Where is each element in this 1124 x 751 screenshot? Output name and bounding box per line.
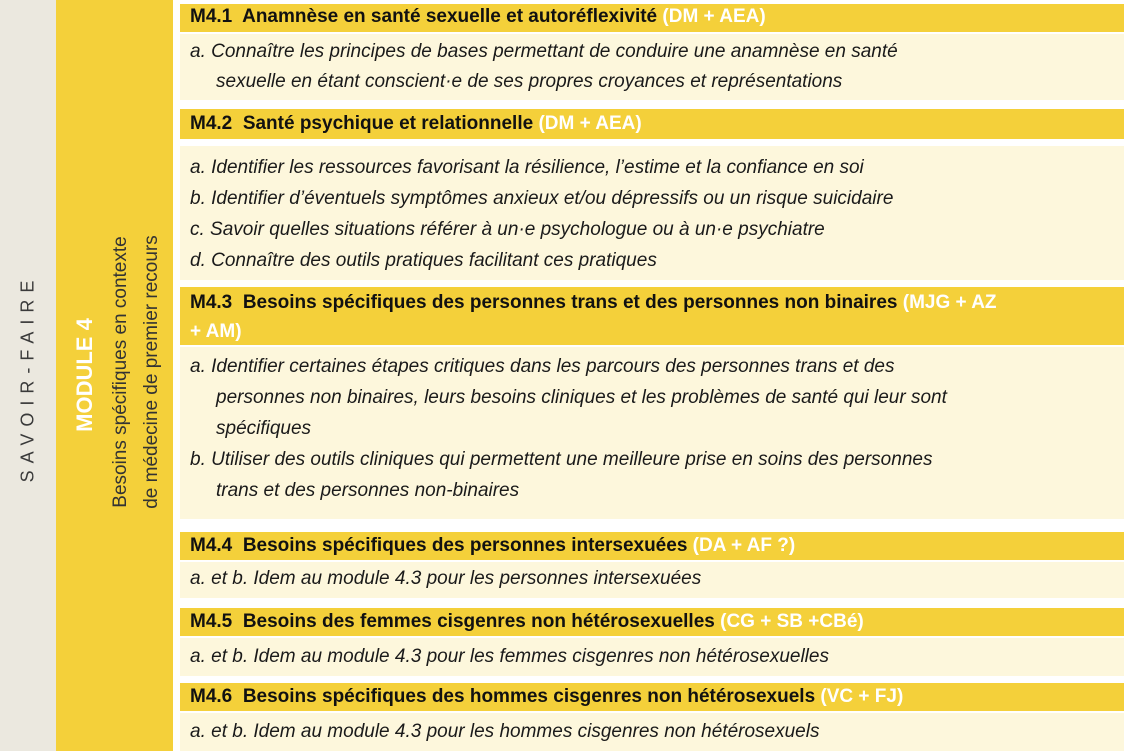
section-title: Anamnèse en santé sexuelle et autoréflexivité [242,6,658,27]
list-item-continuation: spécifiques [216,418,312,439]
section-body-m4-2 [180,146,1124,280]
section-authors: (DA + AF ?) [692,535,796,556]
section-code: M4.3 [190,292,233,313]
section-header-m4-5 [180,608,1124,636]
section-body-m4-4 [180,562,1124,598]
section-authors: (VC + FJ) [820,686,904,707]
section-body-m4-1 [180,34,1124,100]
section-code: M4.6 [190,686,233,707]
list-item-continuation: sexuelle en étant conscient·e de ses propres croyances et représentations [216,71,843,92]
section-title: Besoins spécifiques des hommes cisgenres non hétérosexuels [242,686,816,707]
list-item: a. Identifier certaines étapes critiques dans les parcours des personnes trans et des [190,356,895,377]
section-authors: (DM + AEA) [662,6,766,27]
section-header-m4-6 [180,683,1124,711]
list-item: b. Identifier d’éventuels symptômes anxieux et/ou dépressifs ou un risque suicidaire [190,188,894,209]
section-authors: (CG + SB +CBé) [720,611,864,632]
list-item: a. et b. Idem au module 4.3 pour les hommes cisgenres non hétérosexuels [190,721,820,742]
section-authors: (DM + AEA) [538,113,642,134]
section-code: M4.1 [190,6,233,27]
section-header-m4-3 [180,287,1124,345]
section-title: Besoins spécifiques des personnes trans et des personnes non binaires [242,292,898,313]
section-body-m4-3 [180,347,1124,519]
module-title: MODULE 4 [72,318,97,432]
section-title: Besoins des femmes cisgenres non hétérosexuelles [242,611,715,632]
section-code: M4.4 [190,535,233,556]
list-item-continuation: trans et des personnes non-binaires [216,480,520,501]
list-item-continuation: personnes non binaires, leurs besoins cliniques et les problèmes de santé qui leur sont [216,387,947,408]
module-subtitle-line1: Besoins spécifiques en contexte [110,236,131,508]
section-title: Besoins spécifiques des personnes intersexuées [242,535,688,556]
section-authors: (MJG + AZ [902,292,997,313]
list-item: a. Connaître les principes de bases permettant de conduire une anamnèse en santé [190,41,898,62]
section-title: Santé psychique et relationnelle [242,113,534,134]
list-item: d. Connaître des outils pratiques facilitant ces pratiques [190,250,657,271]
section-header-m4-2 [180,109,1124,139]
list-item: a. et b. Idem au module 4.3 pour les femmes cisgenres non hétérosexuelles [190,646,829,667]
category-label: SAVOIR-FAIRE [17,273,38,483]
section-code: M4.2 [190,113,233,134]
section-code: M4.5 [190,611,233,632]
list-item: a. Identifier les ressources favorisant la résilience, l’estime et la confiance en soi [190,157,864,178]
list-item: c. Savoir quelles situations référer à un·e psychologue ou à un·e psychiatre [190,219,825,240]
list-item: b. Utiliser des outils cliniques qui permettent une meilleure prise en soins des personnes [190,449,933,470]
section-authors-continuation: + AM) [190,321,242,342]
section-body-m4-6 [180,713,1124,751]
list-item: a. et b. Idem au module 4.3 pour les personnes intersexuées [190,568,702,589]
section-body-m4-5 [180,638,1124,676]
section-header-m4-4 [180,532,1124,560]
module-subtitle-line2: de médecine de premier recours [141,235,162,509]
section-header-m4-1 [180,4,1124,32]
